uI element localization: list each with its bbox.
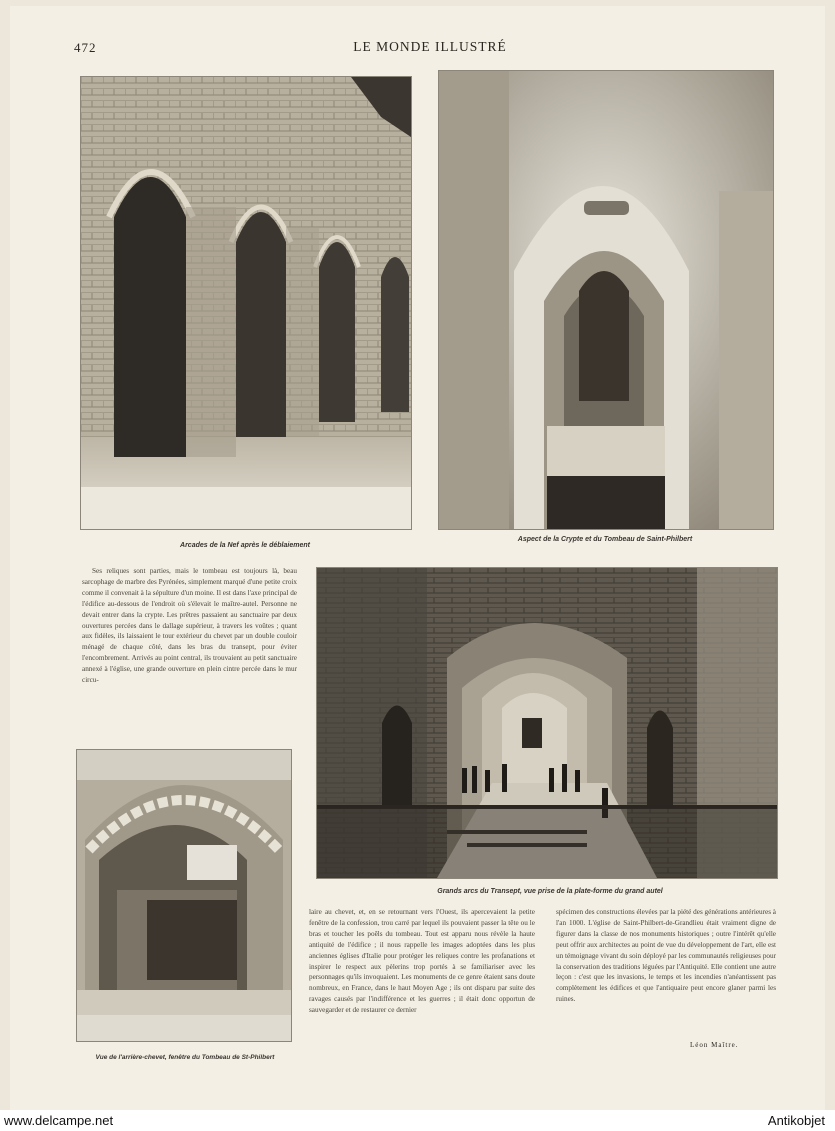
chevet-image (77, 750, 291, 1041)
watermark-left: www.delcampe.net (4, 1113, 114, 1128)
article-paragraph-2: laire au chevet, et, en se retournant vers l'Ouest, ils apercevaient la petite fenêtre de la confession, trou carré par lequel ils pouvaient passer la tête ou le bras et toucher les poêls du tombeau. Tout est apparu nous révèle la haute antiquité de l'édifice ; il nous rappelle les images adoptées dans les plus anciennes églises d'Italie pour protéger les reliques contre les profanations et inspirer le respect aux pèlerins trop portés à se familiariser avec les personnages qu'ils invoquaient. Les monuments de ce genre étaient sans doute nombreux, en France, dans le haut Moyen Age ; ils ont disparu par suite des ravages causés par l'indifférence et les guerres ; il était donc opportun de sauvegarder et de restaurer ce dernier (309, 908, 535, 1015)
page-number: 472 (74, 40, 97, 55)
photo-chevet (76, 749, 292, 1042)
watermark-right: Antikobjet (767, 1113, 825, 1128)
photo-nef-arcades (80, 76, 412, 530)
caption-crypte: Aspect de la Crypte et du Tombeau de Saint-Philbert (517, 536, 693, 543)
article-paragraph-3: spécimen des constructions élevées par la piété des générations antérieures à l'an 1000. L'église de Saint-Philbert-de-Grandlieu était vraiment digne de figurer dans la classe de nos monuments historiques ; outre l'intérêt qu'elle peut offrir aux architectes au point de vue du développement de l'art, elle est un témoignage vivant du soin déployé par les communautés religieuses pour la conservation des traditions léguées par l'Antiquité. Elle contient une autre leçon : c'est que les invasions, le temps et les incendies n'anéantissent pas complètement les édifices et que l'antiquaire peut encore glaner parmi les ruines. (556, 908, 776, 1004)
article-column-middle (309, 907, 535, 1067)
journal-title: LE MONDE ILLUSTRÉ (353, 39, 507, 54)
article-column-top (82, 566, 297, 718)
crypte-image (439, 71, 773, 529)
article-column-right (556, 907, 776, 1035)
watermark-bar (0, 1110, 835, 1131)
caption-transept: Grands arcs du Transept, vue prise de la plate-forme du grand autel (437, 888, 663, 895)
photo-crypte (438, 70, 774, 530)
photo-transept (316, 567, 778, 879)
nef-arcades-image (81, 77, 411, 529)
caption-nef: Arcades de la Nef après le déblaiement (180, 542, 310, 549)
caption-chevet: Vue de l'arrière-chevet, fenêtre du Tombeau de St-Philbert (95, 1054, 275, 1061)
article-paragraph-1: Ses reliques sont parties, mais le tombeau est toujours là, beau sarcophage de marbre des Pyrénées, simplement marqué d'une petite croix comme il convenait à la sépulture d'un moine. Il est dans l'axe principal de l'édifice au-dessous de l'endroit où s'élevait le maître-autel. Personne ne devait entrer dans la crypte. Les prêtres passaient au sanctuaire par deux ouvertures percées dans le dallage supérieur, à travers les voûtes ; quant aux fidèles, ils laissaient le tour extérieur du chevet par un double couloir ménagé de chaque côté, dans les bras du transept, pour éviter l'encombrement. Arrivés au point central, ils trouvaient au petit sanctuaire annexé à l'église, une grande ouverture en plein cintre percée dans le mur circu- (82, 567, 297, 685)
transept-image (317, 568, 777, 878)
author-signature: Léon Maître. (690, 1041, 739, 1049)
